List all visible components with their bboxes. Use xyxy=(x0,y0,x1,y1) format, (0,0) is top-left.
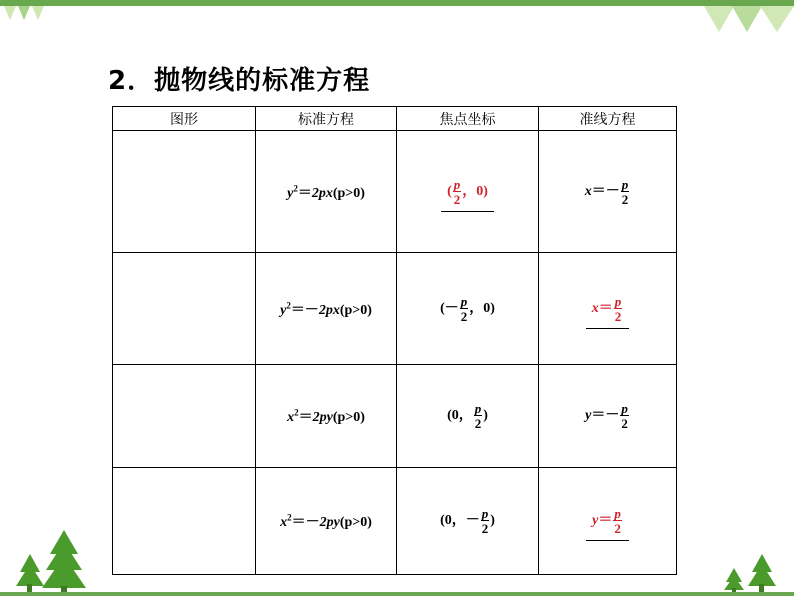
header-equation: 标准方程 xyxy=(256,107,397,131)
header-figure: 图形 xyxy=(113,107,256,131)
figure-cell xyxy=(113,468,256,575)
figure-cell xyxy=(113,365,256,468)
directrix-answer: y＝ $\frac{p}{2}$ xyxy=(586,507,629,535)
directrix-cell: y＝－ $\frac{p}{2}$ xyxy=(539,365,677,468)
tree-icon xyxy=(722,552,782,596)
equation-cell: $y^2=-2px(p>0)$ xyxy=(256,253,397,365)
figure-cell xyxy=(113,131,256,253)
figure-cell xyxy=(113,253,256,365)
table-header-row xyxy=(113,107,677,131)
equation-cell: $x^2=2py(p>0)$ xyxy=(256,365,397,468)
focus-answer: ( $\frac{p}{2}$ ，0) xyxy=(441,178,494,206)
focus-cell: (0，－ $\frac{p}{2}$ ) xyxy=(397,468,539,575)
directrix-cell xyxy=(539,253,677,365)
focus-cell: (－ $\frac{p}{2}$ ，0) xyxy=(397,253,539,365)
bottom-border xyxy=(0,592,794,596)
table-row xyxy=(113,365,677,468)
equation-cell: $y^2=2px(p>0)$ xyxy=(256,131,397,253)
directrix-cell xyxy=(539,468,677,575)
table-row xyxy=(113,468,677,575)
focus-cell xyxy=(397,131,539,253)
focus-cell: (0， $\frac{p}{2}$ ) xyxy=(397,365,539,468)
directrix-answer: x＝ $\frac{p}{2}$ xyxy=(586,295,630,323)
table-row xyxy=(113,131,677,253)
directrix-cell: x＝－ $\frac{p}{2}$ xyxy=(539,131,677,253)
tree-icon xyxy=(14,526,94,596)
header-focus: 焦点坐标 xyxy=(397,107,539,131)
header-directrix: 准线方程 xyxy=(539,107,677,131)
top-border xyxy=(0,0,794,6)
corner-decoration-right xyxy=(704,6,794,36)
table-row xyxy=(113,253,677,365)
section-title: 2．抛物线的标准方程 xyxy=(108,66,371,96)
parabola-standard-equation-table xyxy=(112,106,677,575)
corner-decoration-left xyxy=(4,6,64,26)
equation-cell: $x^2=-2py(p>0)$ xyxy=(256,468,397,575)
